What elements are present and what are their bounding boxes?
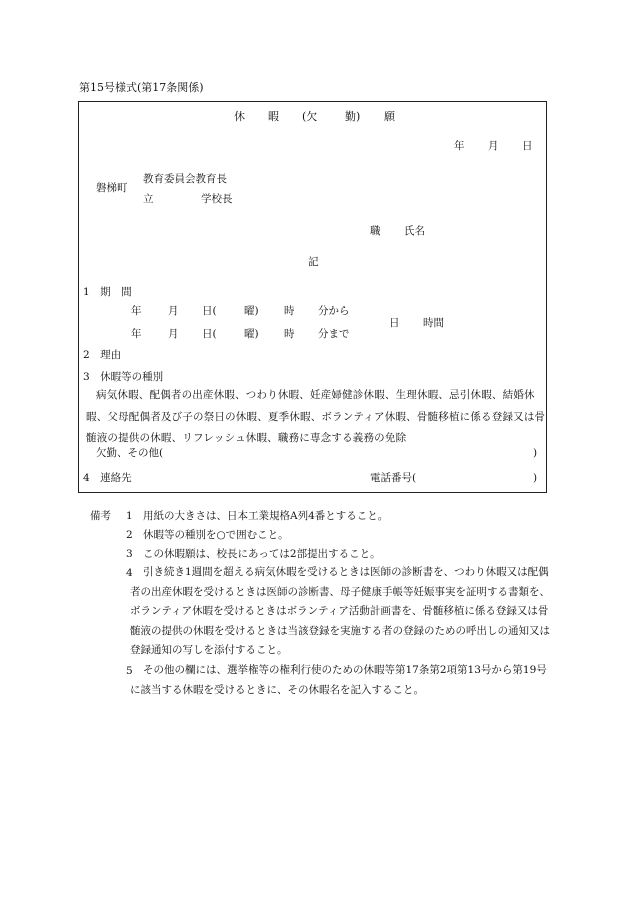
to-minute: 分まで: [318, 328, 350, 340]
phone-label: 電話番号(: [370, 472, 417, 484]
note-number: 2: [126, 529, 133, 541]
leave-type-other-close: ): [533, 447, 538, 459]
position-label: 職: [370, 225, 381, 237]
title-char: 願: [384, 110, 395, 123]
leave-type-other: 欠勤、その他(: [96, 447, 164, 459]
date-month-label: 月: [488, 140, 499, 152]
period-label: 1 期 間: [83, 286, 132, 298]
title-char: 暇: [268, 110, 279, 123]
form-number: 第15号様式(第17条関係): [79, 81, 204, 94]
reason-label: 2 理由: [83, 349, 122, 361]
addressee-line2-suffix: 学校長: [201, 193, 233, 205]
note-number: 4: [126, 567, 133, 579]
notes-heading: 備考: [90, 510, 111, 522]
title-char: 勤): [345, 110, 361, 123]
addressee-line2-prefix: 立: [143, 193, 154, 205]
from-month: 月: [168, 305, 179, 317]
note-number: 1: [126, 510, 133, 522]
addressee-town: 磐梯町: [96, 182, 128, 194]
from-minute: 分から: [318, 305, 350, 317]
from-weekday: 曜): [244, 305, 259, 317]
to-day: 日(: [202, 328, 217, 340]
note-number: 3: [126, 548, 133, 560]
note-text: この休暇願は、校長にあっては2部提出すること。: [143, 548, 381, 560]
total-hours-label: 時間: [423, 317, 444, 329]
note-text: 引き続き1週間を超える病気休暇を受けるときは医師の診断書を、つわり休暇又は配偶者の出産休暇を受けるときは医師の診断書、母子健康手帳等妊娠事実を証明する書類を、ボランティア休暇を受けるときはボランティア活動計画書を、骨髄移植に係る登録又は骨髄液の提供の休暇を受けるときは当該登録を実施する者の登録のための呼出しの通知又は登録通知の写しを添付すること。: [130, 566, 550, 656]
total-day-label: 日: [389, 317, 400, 329]
to-month: 月: [168, 328, 179, 340]
note-text: 用紙の大きさは、日本工業規格A列4番とすること。: [143, 510, 389, 522]
from-hour: 時: [284, 305, 295, 317]
title-char: (欠: [302, 110, 318, 123]
note-number: 5: [126, 665, 133, 677]
leave-type-label: 3 休暇等の種別: [83, 371, 164, 383]
from-day: 日(: [202, 305, 217, 317]
addressee-line1: 教育委員会教育長: [143, 173, 227, 185]
phone-close: ): [533, 472, 538, 484]
from-year: 年: [131, 305, 142, 317]
title-char: 休: [234, 110, 245, 123]
note-text: その他の欄には、選挙権等の権利行使のための休暇等第17条第2項第13号から第19号に該当する休暇を受けるときに、その休暇名を記入すること。: [130, 664, 547, 696]
ki-label: 記: [308, 256, 319, 268]
date-day-label: 日: [522, 140, 533, 152]
date-year-label: 年: [454, 140, 465, 152]
to-weekday: 曜): [244, 328, 259, 340]
to-hour: 時: [284, 328, 295, 340]
to-year: 年: [131, 328, 142, 340]
contact-label: 4 連絡先: [83, 472, 132, 484]
name-label: 氏名: [404, 225, 425, 237]
leave-type-list: 病気休暇、配偶者の出産休暇、つわり休暇、妊産婦健診休暇、生理休暇、忌引休暇、結婚休暇、父母配偶者及び子の祭日の休暇、夏季休暇、ボランティア休暇、骨髄移植に係る登録又は骨髄液の提供の休暇、リフレッシュ休暇、職務に専念する義務の免除: [86, 389, 546, 444]
note-text: 休暇等の種別を○で囲むこと。: [143, 529, 289, 541]
